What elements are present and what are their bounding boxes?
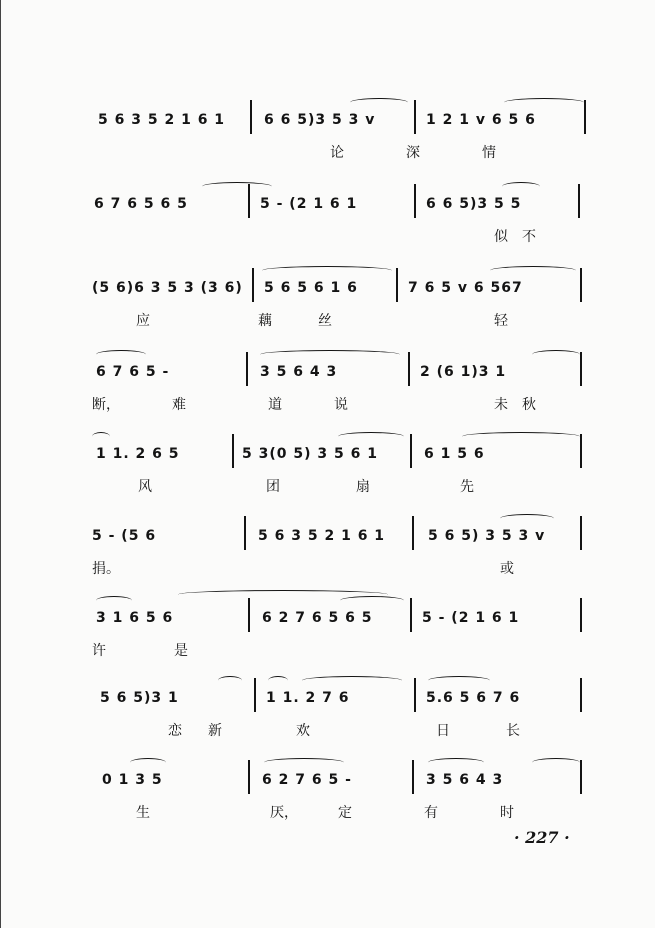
measure: 5 6 5) 3 5 3 v <box>428 528 546 544</box>
measure: 5 6 5)3 1 <box>100 690 179 706</box>
measure: 5 - (5 6 <box>92 528 157 544</box>
lyric-char: 深 <box>406 145 420 161</box>
slur <box>96 350 146 359</box>
lyric-char: 论 <box>330 145 344 161</box>
slur <box>130 758 166 767</box>
bar-line <box>410 598 412 632</box>
slur <box>302 676 402 685</box>
measure: (5 6)6 3 5 3 (3 6) <box>92 280 243 296</box>
lyrics-line <box>92 556 592 580</box>
slur <box>202 182 272 191</box>
lyric-char: 扇 <box>356 479 370 495</box>
slur <box>532 350 580 359</box>
bar-line <box>244 516 246 550</box>
lyric-char: 日 <box>436 723 450 739</box>
slur <box>490 266 576 275</box>
lyric-char: 似 <box>494 229 508 245</box>
notation-line <box>92 432 592 472</box>
bar-line <box>248 760 250 794</box>
notation-line <box>92 514 592 554</box>
lyric-char: 厌， <box>270 805 298 821</box>
bar-line <box>410 434 412 468</box>
slur <box>502 182 540 191</box>
lyric-char: 风 <box>138 479 152 495</box>
slur <box>500 514 554 523</box>
bar-line <box>578 184 580 218</box>
lyric-char: 难 <box>172 397 186 413</box>
bar-line <box>246 352 248 386</box>
bar-line <box>250 100 252 134</box>
lyric-char: 长 <box>506 723 520 739</box>
bar-line <box>408 352 410 386</box>
bar-line <box>580 352 582 386</box>
lyrics-line <box>92 392 592 416</box>
lyric-char: 不 <box>522 229 536 245</box>
lyric-char: 情 <box>482 145 496 161</box>
lyric-char: 团 <box>266 479 280 495</box>
lyric-char: 秋 <box>522 397 536 413</box>
music-system-9 <box>92 758 592 830</box>
lyric-char: 藕 <box>258 313 272 329</box>
slur <box>262 266 392 275</box>
lyric-char: 断， <box>92 397 120 413</box>
lyric-char: 欢 <box>296 723 310 739</box>
bar-line <box>396 268 398 302</box>
bar-line <box>254 678 256 712</box>
lyric-char: 有 <box>424 805 438 821</box>
measure: 5 3(0 5) 3 5 6 1 <box>242 446 378 462</box>
lyric-char: 捐。 <box>92 561 120 577</box>
bar-line <box>414 100 416 134</box>
lyric-char: 或 <box>500 561 514 577</box>
slur <box>264 758 344 767</box>
slur <box>532 758 580 767</box>
bar-line <box>584 100 586 134</box>
slur <box>268 676 288 685</box>
lyrics-line <box>92 140 592 164</box>
slur <box>340 596 404 605</box>
measure: 5 6 5 6 1 6 <box>264 280 358 296</box>
lyric-char: 是 <box>174 643 188 659</box>
bar-line <box>412 516 414 550</box>
page-edge <box>0 0 1 928</box>
bar-line <box>580 598 582 632</box>
measure: 0 1 3 5 <box>102 772 163 788</box>
measure: 5 6 3 5 2 1 6 1 <box>258 528 386 544</box>
slur <box>350 98 408 107</box>
measure: 1 1. 2 6 5 <box>96 446 180 462</box>
measure: 5 - (2 1 6 1 <box>422 610 520 626</box>
measure: 6 2 7 6 5 6 5 <box>262 610 373 626</box>
measure: 1 1. 2 7 6 <box>266 690 350 706</box>
lyric-char: 许 <box>92 643 106 659</box>
measure: 6 2 7 6 5 - <box>262 772 352 788</box>
lyric-char: 定 <box>338 805 352 821</box>
lyric-char: 时 <box>500 805 514 821</box>
measure: 3 5 6 4 3 <box>260 364 338 380</box>
notation-line <box>92 98 592 138</box>
music-system-7 <box>92 596 592 668</box>
lyric-char: 先 <box>460 479 474 495</box>
lyric-char: 轻 <box>494 313 508 329</box>
slur <box>96 596 132 605</box>
notation-line <box>92 182 592 222</box>
bar-line <box>412 760 414 794</box>
slur <box>504 98 584 107</box>
lyrics-line <box>92 308 592 332</box>
measure: 6 7 6 5 - <box>96 364 170 380</box>
measure: 2 (6 1)3 1 <box>420 364 507 380</box>
bar-line <box>252 268 254 302</box>
measure: 1 2 1 v 6 5 6 <box>426 112 536 128</box>
lyric-char: 生 <box>136 805 150 821</box>
measure: 3 1 6 5 6 <box>96 610 174 626</box>
music-system-6 <box>92 514 592 586</box>
notation-line <box>92 350 592 390</box>
lyric-char: 丝 <box>318 313 332 329</box>
measure: 5 6 3 5 2 1 6 1 <box>98 112 226 128</box>
music-system-4 <box>92 350 592 422</box>
bar-line <box>414 678 416 712</box>
bar-line <box>414 184 416 218</box>
notation-line <box>92 266 592 306</box>
bar-line <box>580 434 582 468</box>
lyric-char: 新 <box>208 723 222 739</box>
measure: 5 - (2 1 6 1 <box>260 196 358 212</box>
music-system-2 <box>92 182 592 254</box>
bar-line <box>580 268 582 302</box>
page-number: · 227 · <box>514 828 570 847</box>
lyric-char: 恋 <box>168 723 182 739</box>
lyric-char: 说 <box>334 397 348 413</box>
measure: 7 6 5 v 6 567 <box>408 280 523 296</box>
lyric-char: 未 <box>494 397 508 413</box>
notation-line <box>92 676 592 716</box>
lyrics-line <box>92 800 592 824</box>
bar-line <box>248 598 250 632</box>
slur <box>428 676 490 685</box>
bar-line <box>232 434 234 468</box>
notation-line <box>92 758 592 798</box>
lyrics-line <box>92 224 592 248</box>
lyrics-line <box>92 718 592 742</box>
bar-line <box>580 516 582 550</box>
slur <box>462 432 580 441</box>
measure: 6 6 5)3 5 5 <box>426 196 522 212</box>
music-system-3 <box>92 266 592 338</box>
slur <box>260 350 400 359</box>
measure: 6 6 5)3 5 3 v <box>264 112 376 128</box>
slur <box>218 676 242 685</box>
music-system-5 <box>92 432 592 504</box>
lyrics-line <box>92 638 592 662</box>
lyric-char: 应 <box>136 313 150 329</box>
music-system-8 <box>92 676 592 748</box>
measure: 3 5 6 4 3 <box>426 772 504 788</box>
lyric-char: 道 <box>268 397 282 413</box>
bar-line <box>580 760 582 794</box>
slur <box>92 432 110 441</box>
measure: 5.6 5 6 7 6 <box>426 690 521 706</box>
lyrics-line <box>92 474 592 498</box>
slur <box>428 758 484 767</box>
bar-line <box>580 678 582 712</box>
notation-line <box>92 596 592 636</box>
slur <box>338 432 404 441</box>
measure: 6 1 5 6 <box>424 446 485 462</box>
measure: 6 7 6 5 6 5 <box>94 196 188 212</box>
music-system-1 <box>92 98 592 170</box>
